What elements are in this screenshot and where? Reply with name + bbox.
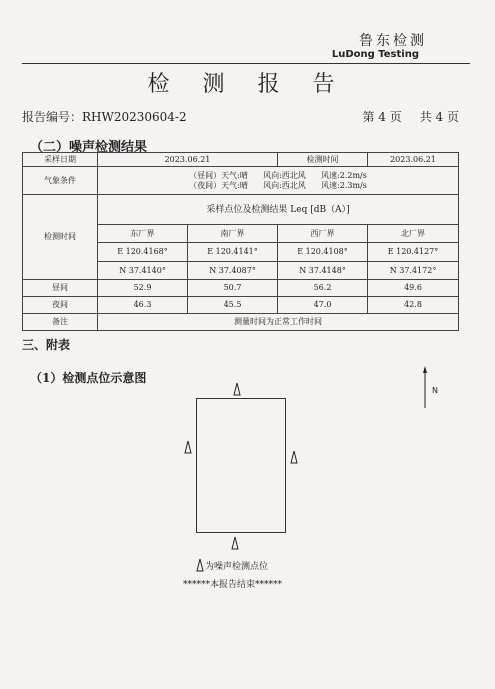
- noise-results-table: [22, 152, 459, 331]
- test-time-label: 检测时间: [278, 153, 368, 167]
- point-name-north: 北厂界: [368, 225, 459, 243]
- day-value-north: 49.6: [368, 280, 459, 297]
- north-arrow-icon: [423, 366, 427, 408]
- weather-night: （夜间）天气:晴 风向:西北风 风速:2.3m/s: [189, 180, 367, 190]
- point-lat-east: N 37.4140°: [98, 262, 188, 280]
- page-number: 第 4 页: [362, 110, 402, 124]
- result-header: 采样点位及检测结果 Leq [dB（A）]: [98, 195, 459, 225]
- legend-text: 为噪声检测点位: [205, 562, 269, 572]
- night-value-west: 47.0: [278, 297, 368, 314]
- test-date-value: 2023.06.21: [368, 153, 459, 167]
- subsection-title-point-map: （1）检测点位示意图: [30, 371, 147, 385]
- point-lat-north: N 37.4172°: [368, 262, 459, 280]
- day-label: 昼间: [23, 280, 98, 297]
- table-row: [23, 153, 459, 167]
- monitoring-point-west-icon: [184, 440, 192, 454]
- day-value-south: 50.7: [188, 280, 278, 297]
- point-name-east: 东厂界: [98, 225, 188, 243]
- end-of-report-note: ******本报告结束******: [183, 580, 283, 590]
- table-row: [23, 195, 459, 225]
- point-name-south: 南厂界: [188, 225, 278, 243]
- page-total: 共 4 页: [419, 110, 459, 124]
- point-lon-west: E 120.4108°: [278, 243, 368, 262]
- sample-date-value: 2023.06.21: [98, 153, 278, 167]
- section-title-noise-results: （二）噪声检测结果: [30, 140, 148, 155]
- day-value-east: 52.9: [98, 280, 188, 297]
- north-label: N: [432, 386, 438, 395]
- remark-value: 测量时间为正常工作时间: [98, 314, 459, 331]
- point-lon-east: E 120.4168°: [98, 243, 188, 262]
- report-number: 报告编号：RHW20230604-2: [22, 110, 187, 124]
- monitoring-point-north-icon: [233, 382, 241, 396]
- header-divider: [22, 63, 470, 64]
- weather-label: 气象条件: [23, 167, 98, 195]
- night-value-east: 46.3: [98, 297, 188, 314]
- brand-name-en: LuDong Testing: [331, 49, 419, 60]
- point-lat-west: N 37.4148°: [278, 262, 368, 280]
- weather-day: （昼间）天气:晴 风向:西北风 风速:2.2m/s: [189, 170, 367, 180]
- table-row: [23, 314, 459, 331]
- page-indicator: [362, 108, 459, 125]
- day-value-west: 56.2: [278, 280, 368, 297]
- table-row: [23, 280, 459, 297]
- night-label: 夜间: [23, 297, 98, 314]
- point-lon-north: E 120.4127°: [368, 243, 459, 262]
- point-lat-south: N 37.4087°: [188, 262, 278, 280]
- weather-conditions: [98, 167, 459, 195]
- point-lon-south: E 120.4141°: [188, 243, 278, 262]
- remark-label: 备注: [23, 314, 98, 331]
- table-row: [23, 167, 459, 195]
- point-name-west: 西厂界: [278, 225, 368, 243]
- plant-boundary: [196, 398, 286, 533]
- legend-triangle-icon: [196, 558, 204, 572]
- sample-date-label: 采样日期: [23, 153, 98, 167]
- monitoring-point-east-icon: [290, 450, 298, 464]
- night-value-south: 45.5: [188, 297, 278, 314]
- section-title-appendix: 三、附表: [22, 338, 71, 352]
- brand-name-cn: 鲁东检测: [359, 33, 427, 49]
- table-row: [23, 297, 459, 314]
- time-column-label: 检测时间: [23, 195, 98, 280]
- night-value-north: 42.8: [368, 297, 459, 314]
- monitoring-point-south-icon: [231, 536, 239, 550]
- report-title: 检 测 报 告: [147, 72, 348, 97]
